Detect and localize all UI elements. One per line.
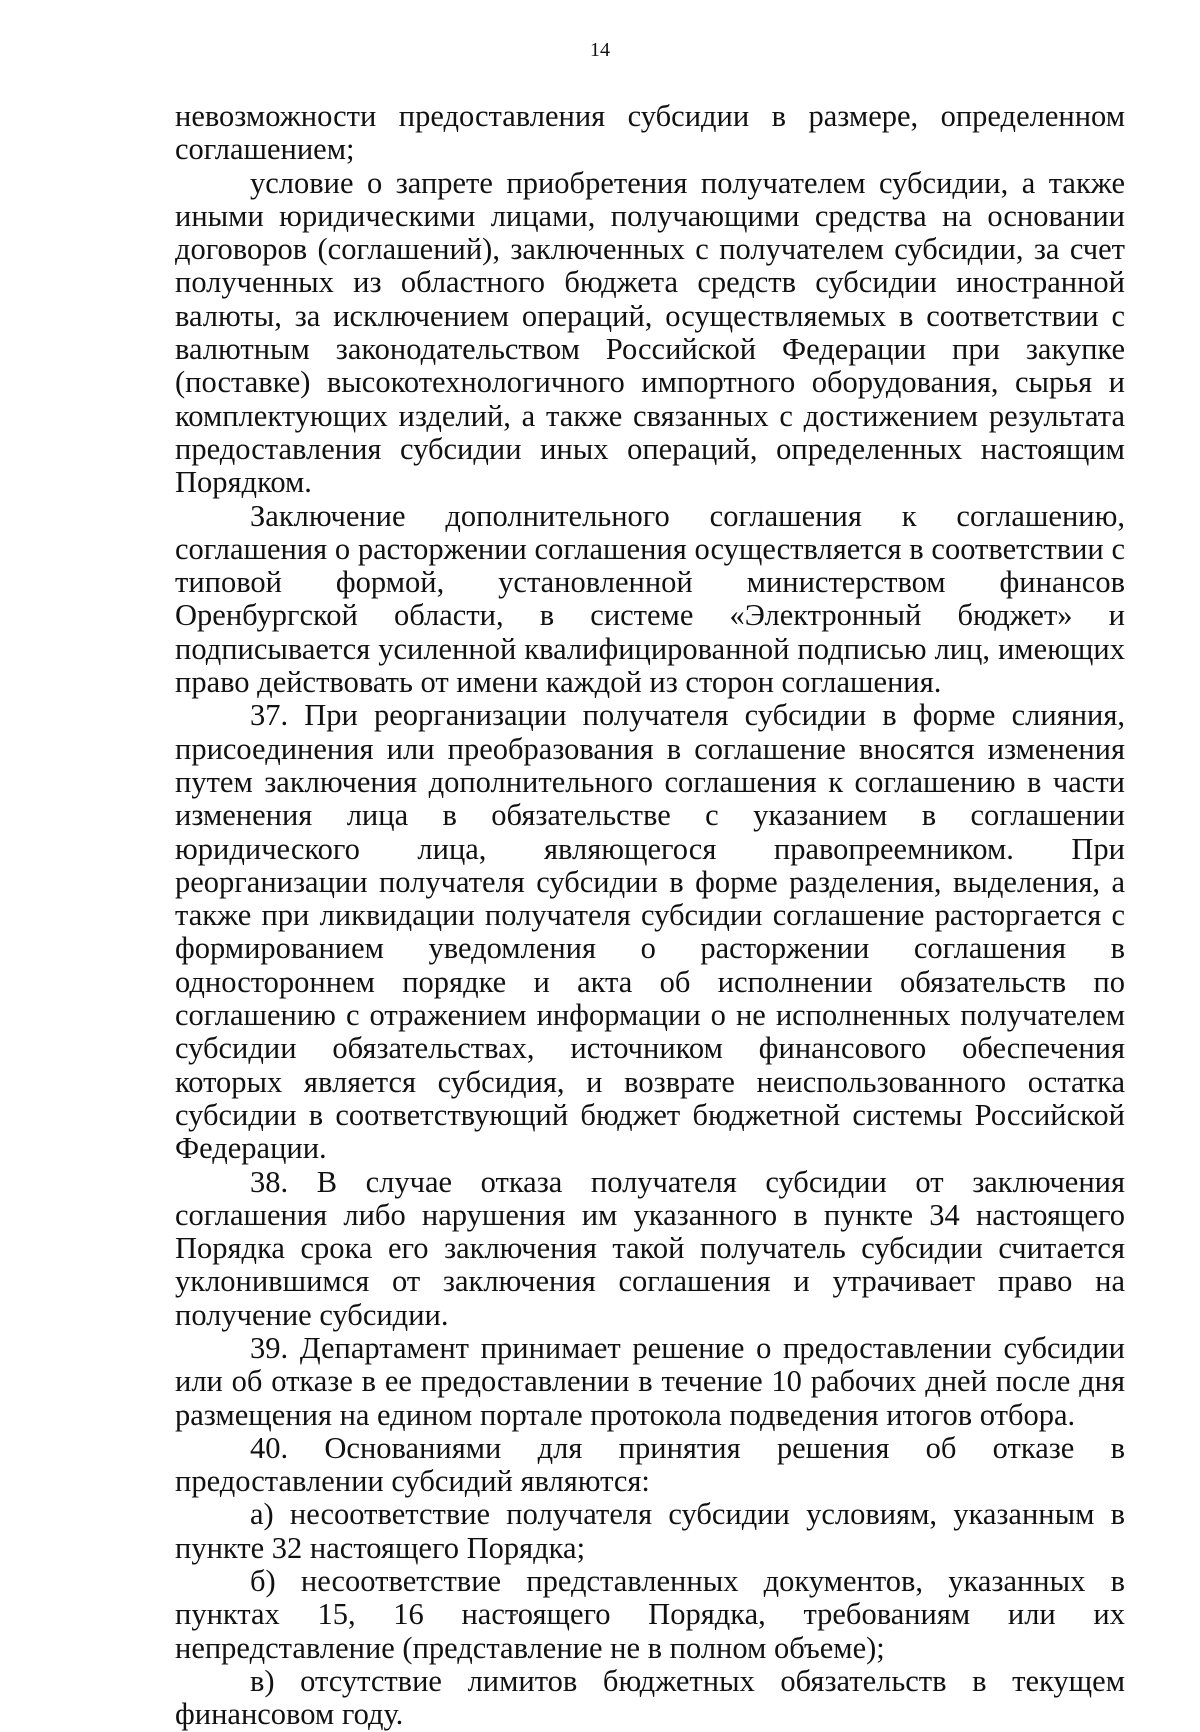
paragraph-subitem-a: а) несоответствие получателя субсидии условиям, указанным в пункте 32 настоящего Порядка; bbox=[175, 1497, 1125, 1565]
page-number: 14 bbox=[590, 39, 610, 61]
paragraph-currency-condition: условие о запрете приобретения получателем субсидии, а также иными юридическими лицами, получающими средства на основании договоров (соглашений), заключенных с получателем субсидии, за счет полученных из областного бюджета средств субсидии иностранной валюты, за исключением операций, осуществляемых в соответствии с валютным законодательством Российской Федерации при закупке (поставке) высокотехнологичного импортного оборудования, сырья и комплектующих изделий, а также связанных с достижением результата предоставления субсидии иных операций, определенных настоящим Порядком. bbox=[175, 165, 1125, 500]
paragraph-item-38: 38. В случае отказа получателя субсидии от заключения соглашения либо нарушения им указанного в пункте 34 настоящего Порядка срока его заключения такой получатель субсидии считается уклонившимся от заключения соглашения и утрачивает право на получение субсидии. bbox=[175, 1164, 1125, 1332]
paragraph-item-40: 40. Основаниями для принятия решения об отказе в предоставлении субсидий являются: bbox=[175, 1430, 1125, 1499]
document-body bbox=[175, 100, 1125, 1732]
paragraph-item-37: 37. При реорганизации получателя субсидии в форме слияния, присоединения или преобразования в соглашение вносятся изменения путем заключения дополнительного соглашения к соглашению в части изменения лица в обязательстве с указанием в соглашении юридического лица, являющегося правопреемником. При реорганизации получателя субсидии в форме разделения, выделения, а также при ликвидации получателя субсидии соглашение расторгается с формированием уведомления о расторжении соглашения в одностороннем порядке и акта об исполнении обязательств по соглашению с отражением информации о не исполненных получателем субсидии обязательствах, источником финансового обеспечения которых является субсидия, и возврате неиспользованного остатка субсидии в соответствующий бюджет бюджетной системы Российской Федерации. bbox=[175, 698, 1125, 1166]
paragraph-additional-agreement: Заключение дополнительного соглашения к соглашению, соглашения о расторжении соглашения осуществляется в соответствии с типовой формой, установленной министерством финансов Оренбургской области, в системе «Электронный бюджет» и подписывается усиленной квалифицированной подписью лиц, имеющих право действовать от имени каждой из сторон соглашения. bbox=[175, 498, 1125, 700]
paragraph-continuation: невозможности предоставления субсидии в размере, определенном соглашением; bbox=[175, 99, 1125, 167]
paragraph-subitem-v: в) отсутствие лимитов бюджетных обязательств в текущем финансовом году. bbox=[175, 1663, 1125, 1732]
paragraph-item-39: 39. Департамент принимает решение о предоставлении субсидии или об отказе в ее предоставлении в течение 10 рабочих дней после дня размещения на едином портале протокола подведения итогов отбора. bbox=[175, 1330, 1125, 1432]
paragraph-subitem-b: б) несоответствие представленных документов, указанных в пунктах 15, 16 настоящего Порядка, требованиям или их непредставление (представление не в полном объеме); bbox=[175, 1564, 1125, 1665]
scan-mark bbox=[511, 1610, 517, 1616]
